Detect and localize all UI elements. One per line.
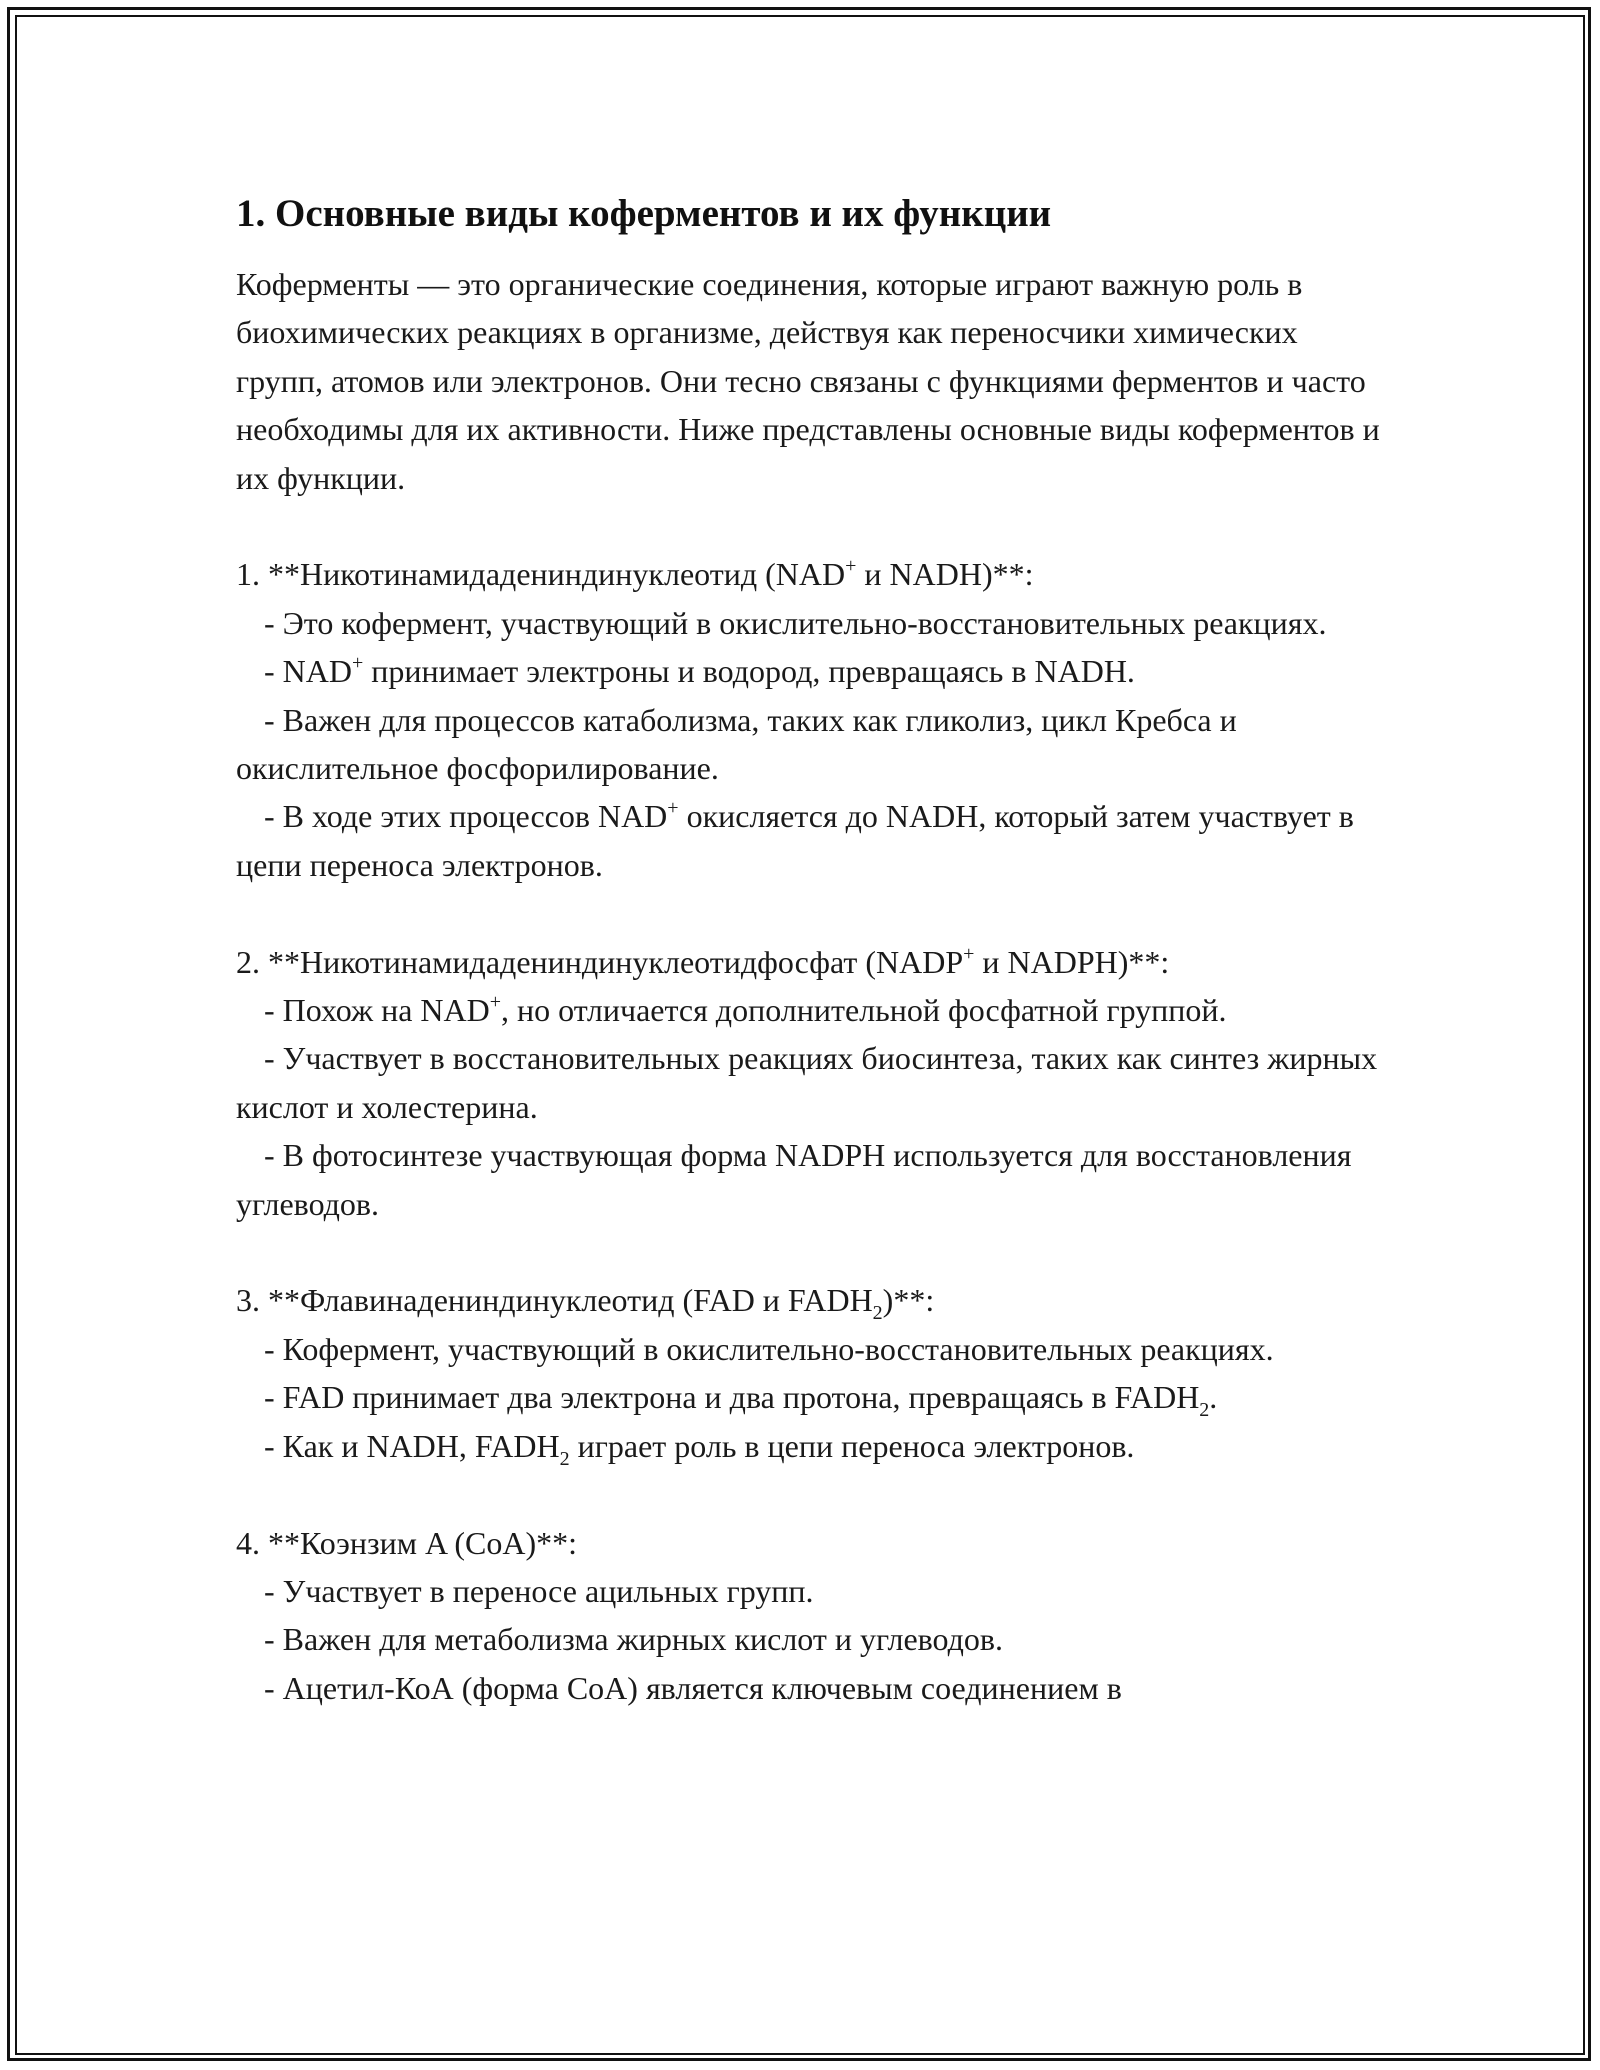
list-item: - Как и NADH, $FADH_2$ играет роль в цепи переноса электронов. [264, 1427, 1135, 1470]
list-item: - Важен для метаболизма жирных кислот и углеводов. [264, 1621, 1004, 1658]
list-item: - В фотосинтезе участвующая форма NADPH используется для восстановления углеводов. [236, 1137, 1352, 1222]
list-item: - Участвует в восстановительных реакциях биосинтеза, таких как синтез жирных кислот и холестерина. [236, 1040, 1378, 1125]
section-title: 2. **Никотинамидадениндинуклеотидфосфат (NADP+ и NADPH)**: [236, 942, 1170, 980]
list-item: - Кофермент, участвующий в окислительно-восстановительных реакциях. [264, 1330, 1274, 1367]
coenzyme-section-nadp [236, 938, 1386, 1228]
coenzyme-section-nad [236, 550, 1386, 889]
list-item: - В ходе этих процессов NAD+ окисляется до NADH, который затем участвует в цепи переноса электронов. [236, 797, 1354, 883]
intro-paragraph: Коферменты — это органические соединения, которые играют важную роль в биохимических реакциях в организме, действуя как переносчики химических групп, атомов или электронов. Они тесно связаны с функциями ферментов и часто необходимы для их активности. Ниже представлены основные виды коферментов и их функции. [236, 266, 1380, 496]
document-page [236, 188, 1386, 1712]
list-item: - Участвует в переносе ацильных групп. [264, 1572, 814, 1609]
coenzyme-section-coa [236, 1519, 1386, 1713]
section-title: 1. **Никотинамидадениндинуклеотид (NAD+ и NADH)**: [236, 555, 1034, 593]
list-item: - Ацетил-КоА (форма CoA) является ключевым соединением в [264, 1669, 1122, 1706]
list-item: - Важен для процессов катаболизма, таких как гликолиз, цикл Кребса и окислительное фосфорилирование. [236, 701, 1237, 787]
list-item: - NAD+ принимает электроны и водород, превращаясь в NADH. [264, 652, 1135, 690]
section-title: 3. **Флавинадениндинуклеотид (FAD и $FADH_2)**$: [236, 1282, 935, 1325]
page-title: 1. Основные виды коферментов и их функции [236, 192, 1052, 235]
list-item: - Это кофермент, участвующий в окислительно-восстановительных реакциях. [264, 604, 1327, 641]
list-item: - FAD принимает два электрона и два протона, превращаясь в $FADH_2$. [264, 1379, 1218, 1422]
coenzyme-section-fad [236, 1276, 1386, 1470]
list-item: - Похож на NAD+, но отличается дополнительной фосфатной группой. [264, 991, 1227, 1029]
section-title: 4. **Коэнзим A (CoA)**: [236, 1524, 578, 1561]
